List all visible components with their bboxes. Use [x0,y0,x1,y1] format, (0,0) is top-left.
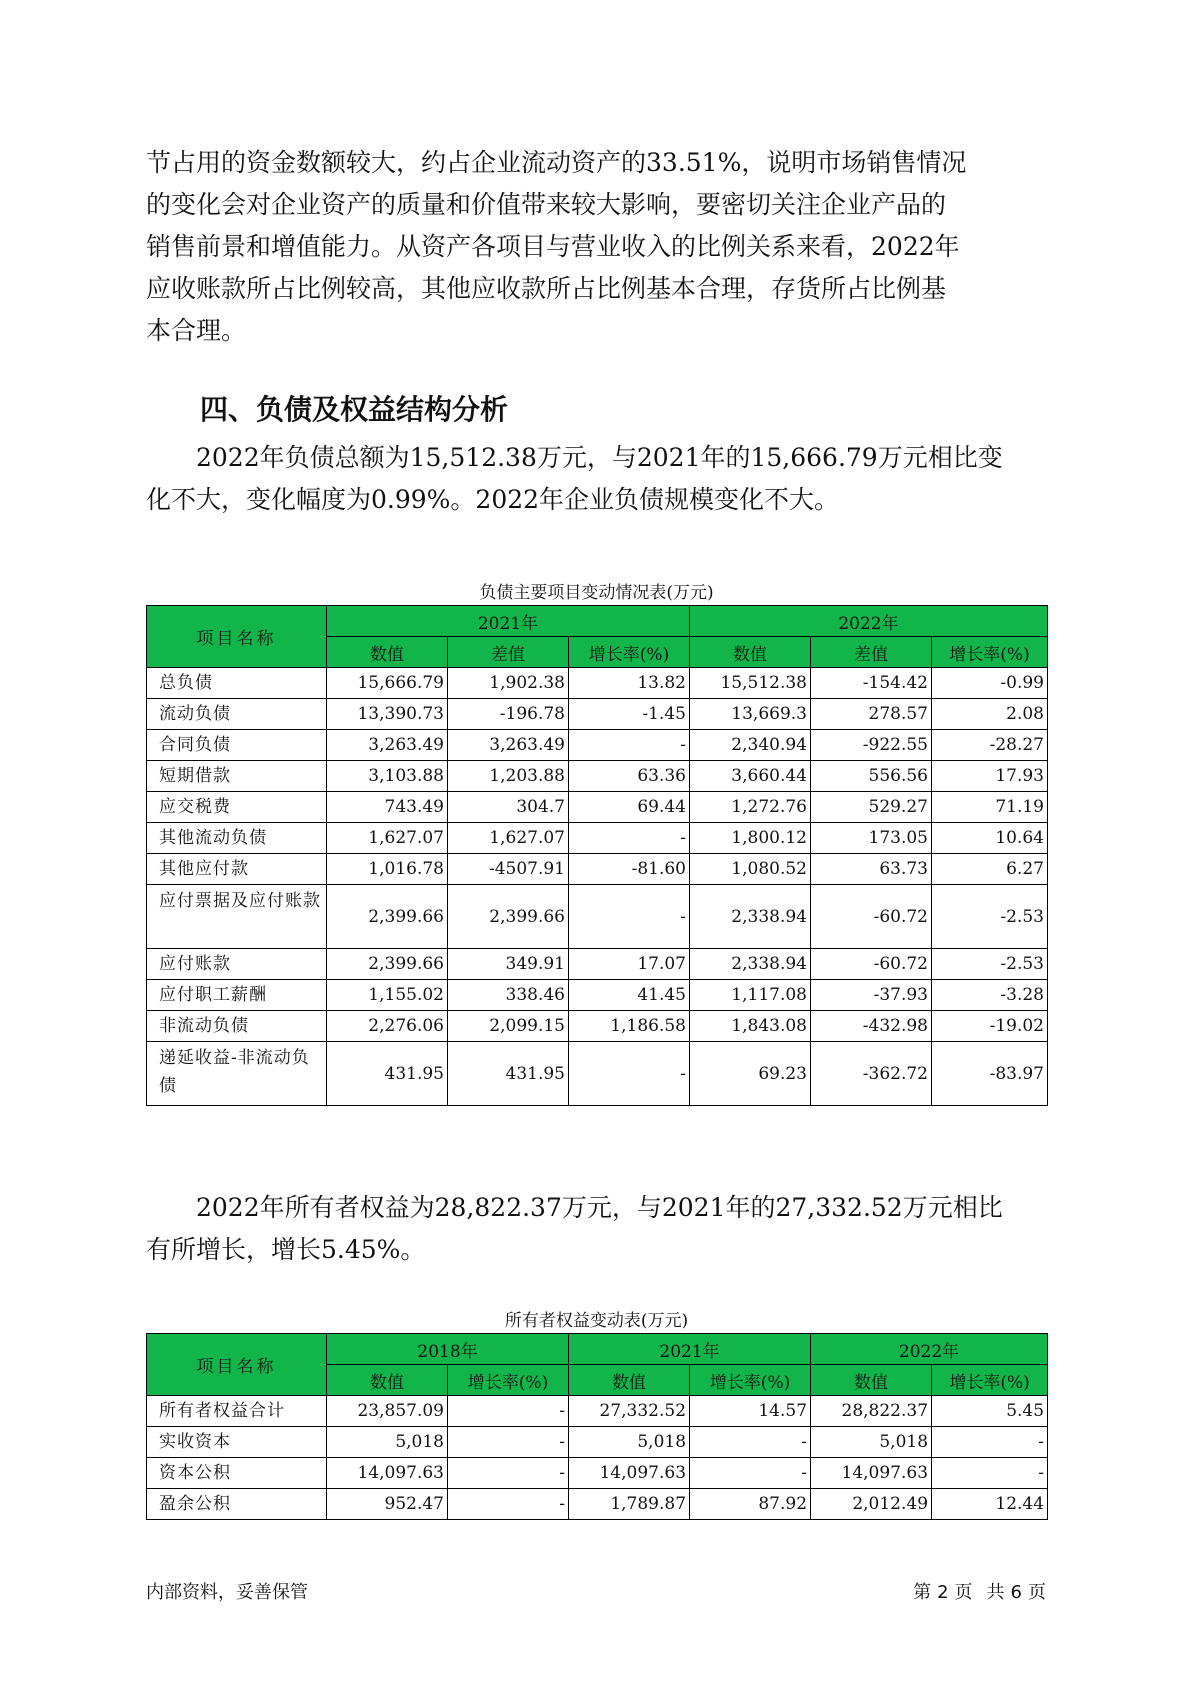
subheader-growth: 增长率(%) [690,1365,811,1396]
table-cell: -432.98 [811,1011,932,1042]
table-cell: 12.44 [932,1489,1048,1520]
table-row [147,1489,1048,1520]
row-label: 非流动负债 [147,1011,327,1042]
table-cell: 1,800.12 [690,823,811,854]
footer-confidential-note: 内部资料，妥善保管 [146,1582,308,1603]
intro-paragraph [146,142,1046,352]
table-cell: 1,272.76 [690,792,811,823]
row-label: 所有者权益合计 [147,1396,327,1427]
table-cell: 529.27 [811,792,932,823]
subheader-growth: 增长率(%) [448,1365,569,1396]
table-cell: 1,117.08 [690,980,811,1011]
row-label: 应付账款 [147,949,327,980]
footer-page-indicator [907,1578,1046,1604]
table-cell: 69.44 [569,792,690,823]
table-cell: -37.93 [811,980,932,1011]
row-label: 应交税费 [147,792,327,823]
liability-table [146,605,1048,1106]
section-heading: 四、负债及权益结构分析 [200,393,509,426]
equity-line: 2022年所有者权益为28,822.37万元，与2021年的27,332.52万元相比 [196,1193,1003,1222]
table-cell: 1,789.87 [569,1489,690,1520]
table-cell: 6.27 [932,854,1048,885]
table-cell: -0.99 [932,668,1048,699]
table-cell: 1,186.58 [569,1011,690,1042]
table-cell: 5,018 [811,1427,932,1458]
table-cell: 2,276.06 [327,1011,448,1042]
subheader-diff: 差值 [448,637,569,668]
table-cell: 13.82 [569,668,690,699]
table-cell: -154.42 [811,668,932,699]
intro-line: 本合理。 [146,316,247,345]
subheader-value: 数值 [811,1365,932,1396]
table-cell: 1,843.08 [690,1011,811,1042]
table-cell: 17.07 [569,949,690,980]
table-cell: 41.45 [569,980,690,1011]
table-cell: 2,012.49 [811,1489,932,1520]
liability-line: 化不大，变化幅度为0.99%。2022年企业负债规模变化不大。 [146,485,840,514]
table-cell: -3.28 [932,980,1048,1011]
table-cell: 2,399.66 [327,949,448,980]
row-label: 合同负债 [147,730,327,761]
table-cell: 2,338.94 [690,885,811,949]
table-cell: 1,902.38 [448,668,569,699]
table-cell: -4507.91 [448,854,569,885]
header-year: 2018年 [327,1334,569,1365]
row-label: 资本公积 [147,1458,327,1489]
table-cell: 27,332.52 [569,1396,690,1427]
row-label: 短期借款 [147,761,327,792]
table-cell: 2.08 [932,699,1048,730]
table-cell: -28.27 [932,730,1048,761]
table-cell: 69.23 [690,1042,811,1106]
table-row [147,699,1048,730]
table-cell: - [448,1396,569,1427]
row-label: 总负债 [147,668,327,699]
table-cell: 1,203.88 [448,761,569,792]
table-cell: 3,103.88 [327,761,448,792]
total-word: 页 [1028,1582,1046,1603]
table-cell: -362.72 [811,1042,932,1106]
table-cell: 1,627.07 [448,823,569,854]
row-label: 流动负债 [147,699,327,730]
liability-line: 2022年负债总额为15,512.38万元，与2021年的15,666.79万元相比变 [196,443,1003,472]
table-cell: 304.7 [448,792,569,823]
table-cell: -83.97 [932,1042,1048,1106]
table-cell: 5,018 [327,1427,448,1458]
table-cell: - [569,885,690,949]
table-cell: - [448,1489,569,1520]
equity-table-caption: 所有者权益变动表(万元) [504,1311,689,1331]
table-cell: - [569,730,690,761]
row-label: 实收资本 [147,1427,327,1458]
table-cell: 14,097.63 [811,1458,932,1489]
table-row [147,730,1048,761]
equity-table [146,1333,1048,1520]
table-cell: 3,263.49 [448,730,569,761]
table-row [147,885,1048,949]
table-cell: 13,390.73 [327,699,448,730]
liability-table-caption: 负债主要项目变动情况表(万元) [479,583,714,603]
intro-line: 的变化会对企业资产的质量和价值带来较大影响，要密切关注企业产品的 [146,190,947,219]
table-cell: 173.05 [811,823,932,854]
header-year: 2022年 [811,1334,1048,1365]
header-year: 2021年 [569,1334,811,1365]
table-row [147,1458,1048,1489]
table-cell: 3,263.49 [327,730,448,761]
table-cell: 2,399.66 [448,885,569,949]
header-year: 2021年 [327,606,690,637]
table-cell: 63.36 [569,761,690,792]
table-cell: 556.56 [811,761,932,792]
table-cell: -60.72 [811,949,932,980]
table-cell: -2.53 [932,885,1048,949]
table-cell: 5.45 [932,1396,1048,1427]
liability-paragraph [146,437,1046,521]
table-cell: - [569,823,690,854]
table-cell: - [932,1458,1048,1489]
table-row [147,854,1048,885]
table-cell: 14.57 [690,1396,811,1427]
table-cell: 1,155.02 [327,980,448,1011]
table-cell: 743.49 [327,792,448,823]
subheader-growth: 增长率(%) [569,637,690,668]
table-cell: - [569,1042,690,1106]
table-row [147,980,1048,1011]
equity-line: 有所增长，增长5.45%。 [146,1235,426,1264]
subheader-value: 数值 [569,1365,690,1396]
table-cell: 23,857.09 [327,1396,448,1427]
table-cell: -60.72 [811,885,932,949]
table-cell: -196.78 [448,699,569,730]
table-row [147,823,1048,854]
table-cell: 431.95 [448,1042,569,1106]
subheader-growth: 增长率(%) [932,637,1048,668]
table-row [147,1011,1048,1042]
table-cell: -1.45 [569,699,690,730]
table-row [147,792,1048,823]
table-row [147,949,1048,980]
header-project-name: 项目名称 [147,1334,327,1396]
row-label: 盈余公积 [147,1489,327,1520]
table-cell: 431.95 [327,1042,448,1106]
page-word: 页 [954,1582,973,1603]
subheader-diff: 差值 [811,637,932,668]
table-cell: 28,822.37 [811,1396,932,1427]
table-cell: 1,080.52 [690,854,811,885]
intro-line: 销售前景和增值能力。从资产各项目与营业收入的比例关系来看，2022年 [146,232,960,261]
table-cell: -19.02 [932,1011,1048,1042]
intro-line: 节占用的资金数额较大，约占企业流动资产的33.51%，说明市场销售情况 [146,148,967,177]
table-cell: - [448,1458,569,1489]
table-cell: - [932,1427,1048,1458]
row-label: 应付票据及应付账款 [147,885,327,949]
subheader-value: 数值 [327,637,448,668]
header-year: 2022年 [690,606,1048,637]
table-cell: 14,097.63 [569,1458,690,1489]
table-cell: 14,097.63 [327,1458,448,1489]
table-cell: - [690,1458,811,1489]
table-cell: 71.19 [932,792,1048,823]
table-row [147,761,1048,792]
table-cell: 13,669.3 [690,699,811,730]
table-cell: 278.57 [811,699,932,730]
table-cell: 2,338.94 [690,949,811,980]
table-cell: 63.73 [811,854,932,885]
total-pages: 6 [1010,1582,1022,1603]
table-cell: 87.92 [690,1489,811,1520]
table-row [147,668,1048,699]
row-label: 其他应付款 [147,854,327,885]
table-row [147,1396,1048,1427]
subheader-growth: 增长率(%) [932,1365,1048,1396]
subheader-value: 数值 [690,637,811,668]
table-cell: 952.47 [327,1489,448,1520]
row-label: 其他流动负债 [147,823,327,854]
subheader-value: 数值 [327,1365,448,1396]
table-row [147,1427,1048,1458]
table-cell: - [690,1427,811,1458]
table-cell: 2,399.66 [327,885,448,949]
table-cell: 10.64 [932,823,1048,854]
table-cell: -2.53 [932,949,1048,980]
table-cell: 15,512.38 [690,668,811,699]
table-cell: 3,660.44 [690,761,811,792]
page-prefix: 第 [913,1582,932,1603]
row-label: 递延收益-非流动负债 [147,1042,327,1106]
table-cell: -81.60 [569,854,690,885]
total-prefix: 共 [986,1582,1005,1603]
table-cell: 17.93 [932,761,1048,792]
page-number: 2 [937,1582,949,1603]
row-label: 应付职工薪酬 [147,980,327,1011]
table-cell: 1,016.78 [327,854,448,885]
table-cell: 338.46 [448,980,569,1011]
header-project-name: 项目名称 [147,606,327,668]
table-cell: - [448,1427,569,1458]
equity-paragraph [146,1187,1046,1271]
intro-line: 应收账款所占比例较高，其他应收款所占比例基本合理，存货所占比例基 [146,274,947,303]
table-cell: 1,627.07 [327,823,448,854]
table-cell: -922.55 [811,730,932,761]
table-cell: 349.91 [448,949,569,980]
table-cell: 5,018 [569,1427,690,1458]
table-cell: 15,666.79 [327,668,448,699]
table-cell: 2,099.15 [448,1011,569,1042]
table-row [147,1042,1048,1106]
table-cell: 2,340.94 [690,730,811,761]
